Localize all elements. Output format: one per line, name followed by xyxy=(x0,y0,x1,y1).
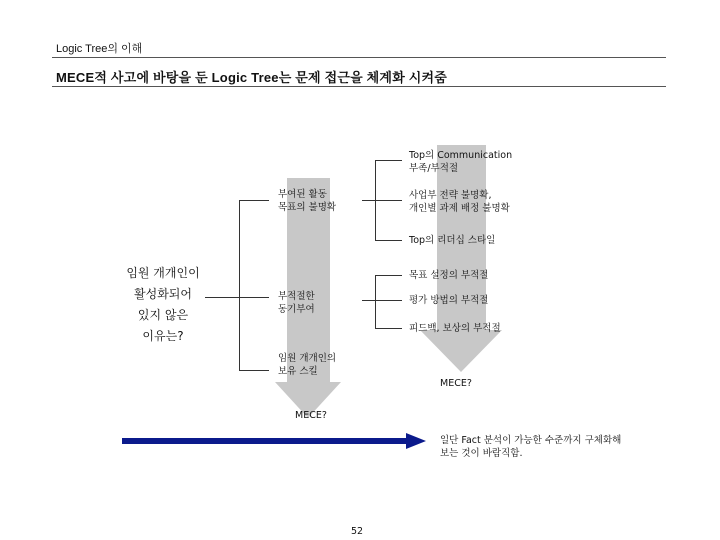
g1-item-2-line-1: 사업부 전략 불명확, xyxy=(409,190,492,201)
mid-node-3-line-2: 보유 스킬 xyxy=(278,366,318,377)
g1-item-2-line-2: 개인별 과제 배정 불명확 xyxy=(409,203,510,214)
g1-item-1 xyxy=(409,149,512,175)
mece-mid-label: MECE? xyxy=(295,410,327,421)
root-line-2: 활성화되어 xyxy=(134,287,192,301)
mid-node-3 xyxy=(278,352,336,378)
g1-item-2 xyxy=(409,189,510,215)
g1-item-1-line-1: Top의 Communication xyxy=(409,150,513,161)
connector-g1-stem xyxy=(362,200,375,201)
root-line-3: 있지 않은 xyxy=(137,308,189,322)
connector-g2-1 xyxy=(375,275,402,276)
mid-node-2-line-2: 동기부여 xyxy=(278,304,315,315)
connector-mid-3 xyxy=(239,370,269,371)
mid-node-1 xyxy=(278,188,336,214)
connector-g1-1 xyxy=(375,160,402,161)
right-gray-arrow xyxy=(420,145,502,372)
section-title: Logic Tree의 이해 xyxy=(56,43,143,55)
g1-item-3 xyxy=(409,234,495,247)
mid-node-3-line-1: 임원 개개인의 xyxy=(278,353,337,364)
connector-mid-2 xyxy=(239,297,269,298)
header-rule-bottom xyxy=(52,86,666,87)
mece-right-label: MECE? xyxy=(440,378,472,389)
root-line-1: 임원 개개인이 xyxy=(126,266,200,280)
progress-arrow-shaft xyxy=(122,438,408,444)
footer-note-line-2: 보는 것이 바람직함. xyxy=(440,448,523,459)
connector-g2-3 xyxy=(375,328,402,329)
g2-item-2: 평가 방법의 부적절 xyxy=(409,295,489,306)
g1-item-1-line-2: 부족/부적절 xyxy=(409,163,459,174)
progress-arrow-head xyxy=(406,433,426,449)
headline: MECE적 사고에 바탕을 둔 Logic Tree는 문제 접근을 체계화 시켜줌 xyxy=(56,70,448,85)
connector-g1-2 xyxy=(375,200,402,201)
mid-node-2 xyxy=(278,290,315,316)
footer-note xyxy=(440,434,621,460)
connector-root xyxy=(205,297,239,298)
connector-g2-vertical xyxy=(375,275,376,329)
mid-node-2-line-1: 부적절한 xyxy=(278,291,315,302)
mid-node-1-line-2: 목표의 불명확 xyxy=(278,202,337,213)
g2-item-3: 피드백, 보상의 부적절 xyxy=(409,323,501,334)
g2-item-1: 목표 설정의 부적절 xyxy=(409,270,489,281)
header-rule-top xyxy=(52,57,666,58)
mid-node-1-line-1: 부여된 활동 xyxy=(278,189,327,200)
root-line-4: 이유는? xyxy=(142,329,184,343)
g1-item-3-line-1: Top의 리더십 스타일 xyxy=(409,235,496,246)
connector-g2-2 xyxy=(375,300,402,301)
root-node xyxy=(103,263,223,347)
connector-g1-3 xyxy=(375,240,402,241)
connector-mid-vertical xyxy=(239,200,240,371)
connector-g2-stem xyxy=(362,300,375,301)
footer-note-line-1: 일단 Fact 분석이 가능한 수준까지 구체화해 xyxy=(440,435,622,446)
page-number: 52 xyxy=(351,526,364,537)
connector-mid-1 xyxy=(239,200,269,201)
